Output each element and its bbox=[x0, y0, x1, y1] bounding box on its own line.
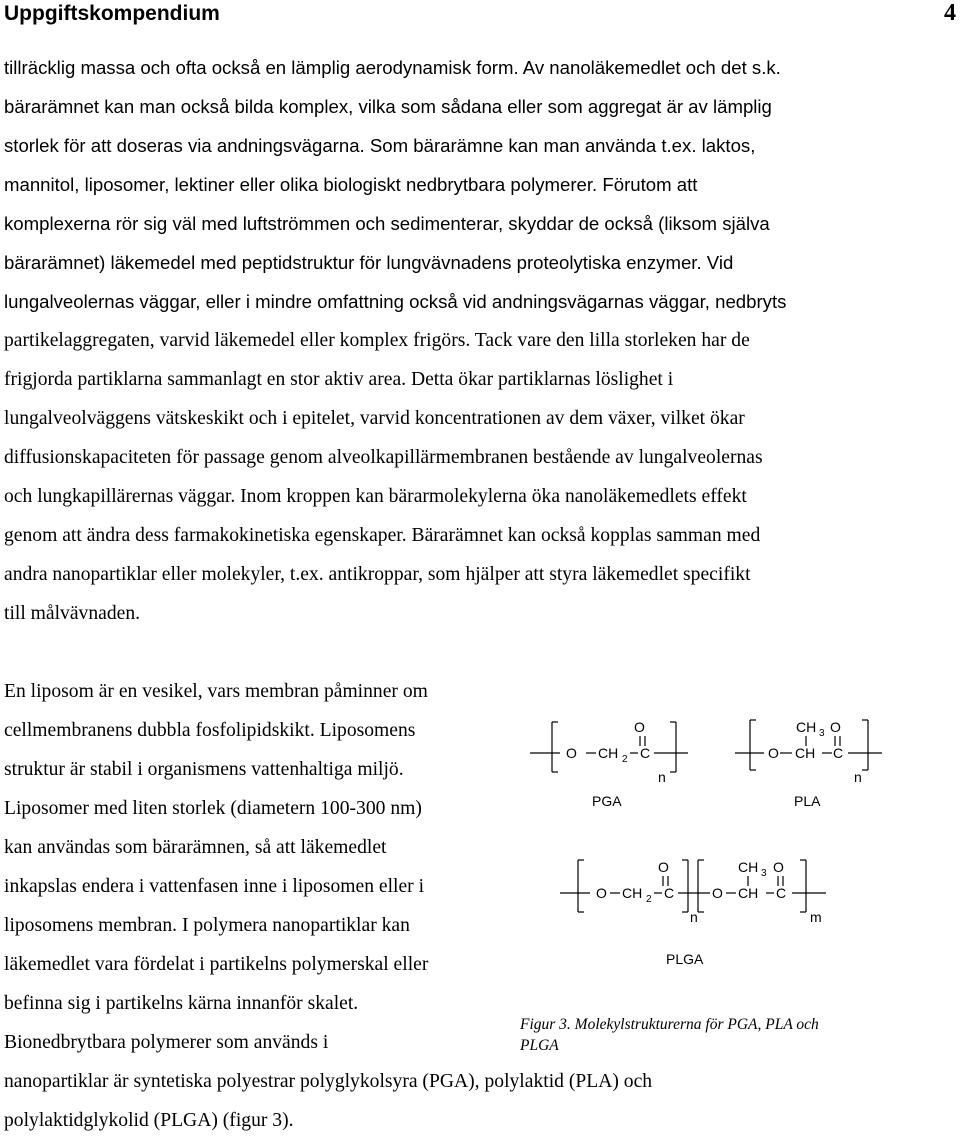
pla-ch3-subscript: 3 bbox=[819, 728, 825, 739]
text-line: lungalveolernas väggar, eller i mindre omfattning också vid andningsvägarnas väggar, nedbryts bbox=[4, 291, 787, 312]
pga-ch2-ch: CH bbox=[598, 745, 619, 761]
text-line: polylaktidglykolid (PLGA) (figur 3). bbox=[4, 1110, 294, 1131]
plga-ester-oxygen-a: O bbox=[596, 885, 607, 901]
text-line: andra nanopartiklar eller molekyler, t.ex. antikroppar, som hjälper att styra läkemedlet specifikt bbox=[4, 564, 751, 585]
label-pga: PGA bbox=[592, 793, 622, 809]
text-line: liposomens membran. I polymera nanopartiklar kan bbox=[4, 915, 410, 936]
pla-repeat-n: n bbox=[854, 769, 862, 785]
pla-ch3-ch: CH bbox=[796, 719, 817, 735]
pga-ch2-subscript: 2 bbox=[622, 754, 628, 765]
page-header bbox=[0, 0, 960, 30]
text-line: tillräcklig massa och ofta också en lämplig aerodynamisk form. Av nanoläkemedlet och det s.k. bbox=[4, 57, 781, 78]
text-line: läkemedlet vara fördelat i partikelns polymerskal eller bbox=[4, 954, 429, 975]
text-line: diffusionskapaciteten för passage genom alveolkapillärmembranen bestående av lungalveolernas bbox=[4, 447, 763, 468]
label-plga: PLGA bbox=[666, 951, 704, 967]
text-line: inkapslas endera i vattenfasen inne i liposomen eller i bbox=[4, 876, 425, 897]
figure-caption: Figur 3. Molekylstrukturerna för PGA, PLA och PLGA bbox=[520, 1016, 819, 1054]
figure-3 bbox=[520, 700, 960, 1080]
plga-carbon-a: C bbox=[664, 885, 675, 901]
text-line: mannitol, liposomer, lektiner eller olika biologiskt nedbrytbara polymerer. Förutom att bbox=[4, 174, 698, 195]
plga-carbon-b: C bbox=[776, 885, 787, 901]
plga-ch: CH bbox=[738, 885, 759, 901]
pga-carbonyl-oxygen: O bbox=[634, 719, 645, 735]
text-line: bärarämnet kan man också bilda komplex, vilka som sådana eller som aggregat är av lämplig bbox=[4, 96, 772, 117]
text-line: storlek för att doseras via andningsvägarna. Som bärarämne kan man använda t.ex. laktos, bbox=[4, 135, 756, 156]
pga-carbon: C bbox=[640, 745, 651, 761]
plga-ester-oxygen-b: O bbox=[712, 885, 723, 901]
document-title: Uppgiftskompendium bbox=[4, 2, 220, 25]
pga-ester-oxygen: O bbox=[566, 745, 577, 761]
text-line: partikelaggregaten, varvid läkemedel eller komplex frigörs. Tack vare den lilla storleken har de bbox=[4, 330, 750, 351]
pla-carbon: C bbox=[833, 745, 844, 761]
text-line: Liposomer med liten storlek (diametern 100-300 nm) bbox=[4, 798, 422, 819]
pla-ch: CH bbox=[795, 745, 816, 761]
text-line: nanopartiklar är syntetiska polyestrar polyglykolsyra (PGA), polylaktid (PLA) och bbox=[4, 1071, 653, 1092]
plga-ch2-subscript: 2 bbox=[646, 894, 652, 905]
page-number: 4 bbox=[944, 0, 956, 26]
text-line: lungalveolväggens vätskeskikt och i epitelet, varvid koncentrationen av dem växer, vilket ökar bbox=[4, 408, 745, 429]
text-line: genom att ändra dess farmakokinetiska egenskaper. Bärarämnet kan också kopplas samman med bbox=[4, 525, 761, 546]
plga-ch2-ch: CH bbox=[622, 885, 643, 901]
pla-ester-oxygen: O bbox=[768, 745, 779, 761]
text-line: frigjorda partiklarna sammanlagt en stor aktiv area. Detta ökar partiklarnas löslighet i bbox=[4, 369, 674, 390]
label-pla: PLA bbox=[794, 793, 821, 809]
text-line: Bionedbrytbara polymerer som används i bbox=[4, 1032, 329, 1053]
text-line: struktur är stabil i organismens vattenhaltiga miljö. bbox=[4, 759, 404, 780]
plga-ch3-ch: CH bbox=[738, 859, 759, 875]
plga-carbonyl-oxygen-b: O bbox=[773, 859, 784, 875]
text-line: och lungkapillärernas väggar. Inom kroppen kan bärarmolekylerna öka nanoläkemedlets effekt bbox=[4, 486, 747, 507]
polymer-structures bbox=[530, 700, 960, 1000]
text-line: bärarämnet) läkemedel med peptidstruktur för lungvävnadens proteolytiska enzymer. Vid bbox=[4, 252, 734, 273]
pga-repeat-n: n bbox=[658, 769, 666, 785]
pla-carbonyl-oxygen: O bbox=[830, 719, 841, 735]
text-line: till målvävnaden. bbox=[4, 603, 141, 624]
text-line: komplexerna rör sig väl med luftströmmen och sedimenterar, skyddar de också (liksom själva bbox=[4, 213, 770, 234]
text-line: befinna sig i partikelns kärna innanför skalet. bbox=[4, 993, 359, 1014]
plga-carbonyl-oxygen-a: O bbox=[658, 859, 669, 875]
text-line: kan användas som bärarämnen, så att läkemedlet bbox=[4, 837, 387, 858]
plga-ch3-subscript: 3 bbox=[761, 868, 767, 879]
plga-repeat-m: m bbox=[810, 909, 822, 925]
plga-repeat-n: n bbox=[690, 909, 698, 925]
text-line: En liposom är en vesikel, vars membran påminner om bbox=[4, 681, 428, 702]
text-line: cellmembranens dubbla fosfolipidskikt. Liposomens bbox=[4, 720, 416, 741]
